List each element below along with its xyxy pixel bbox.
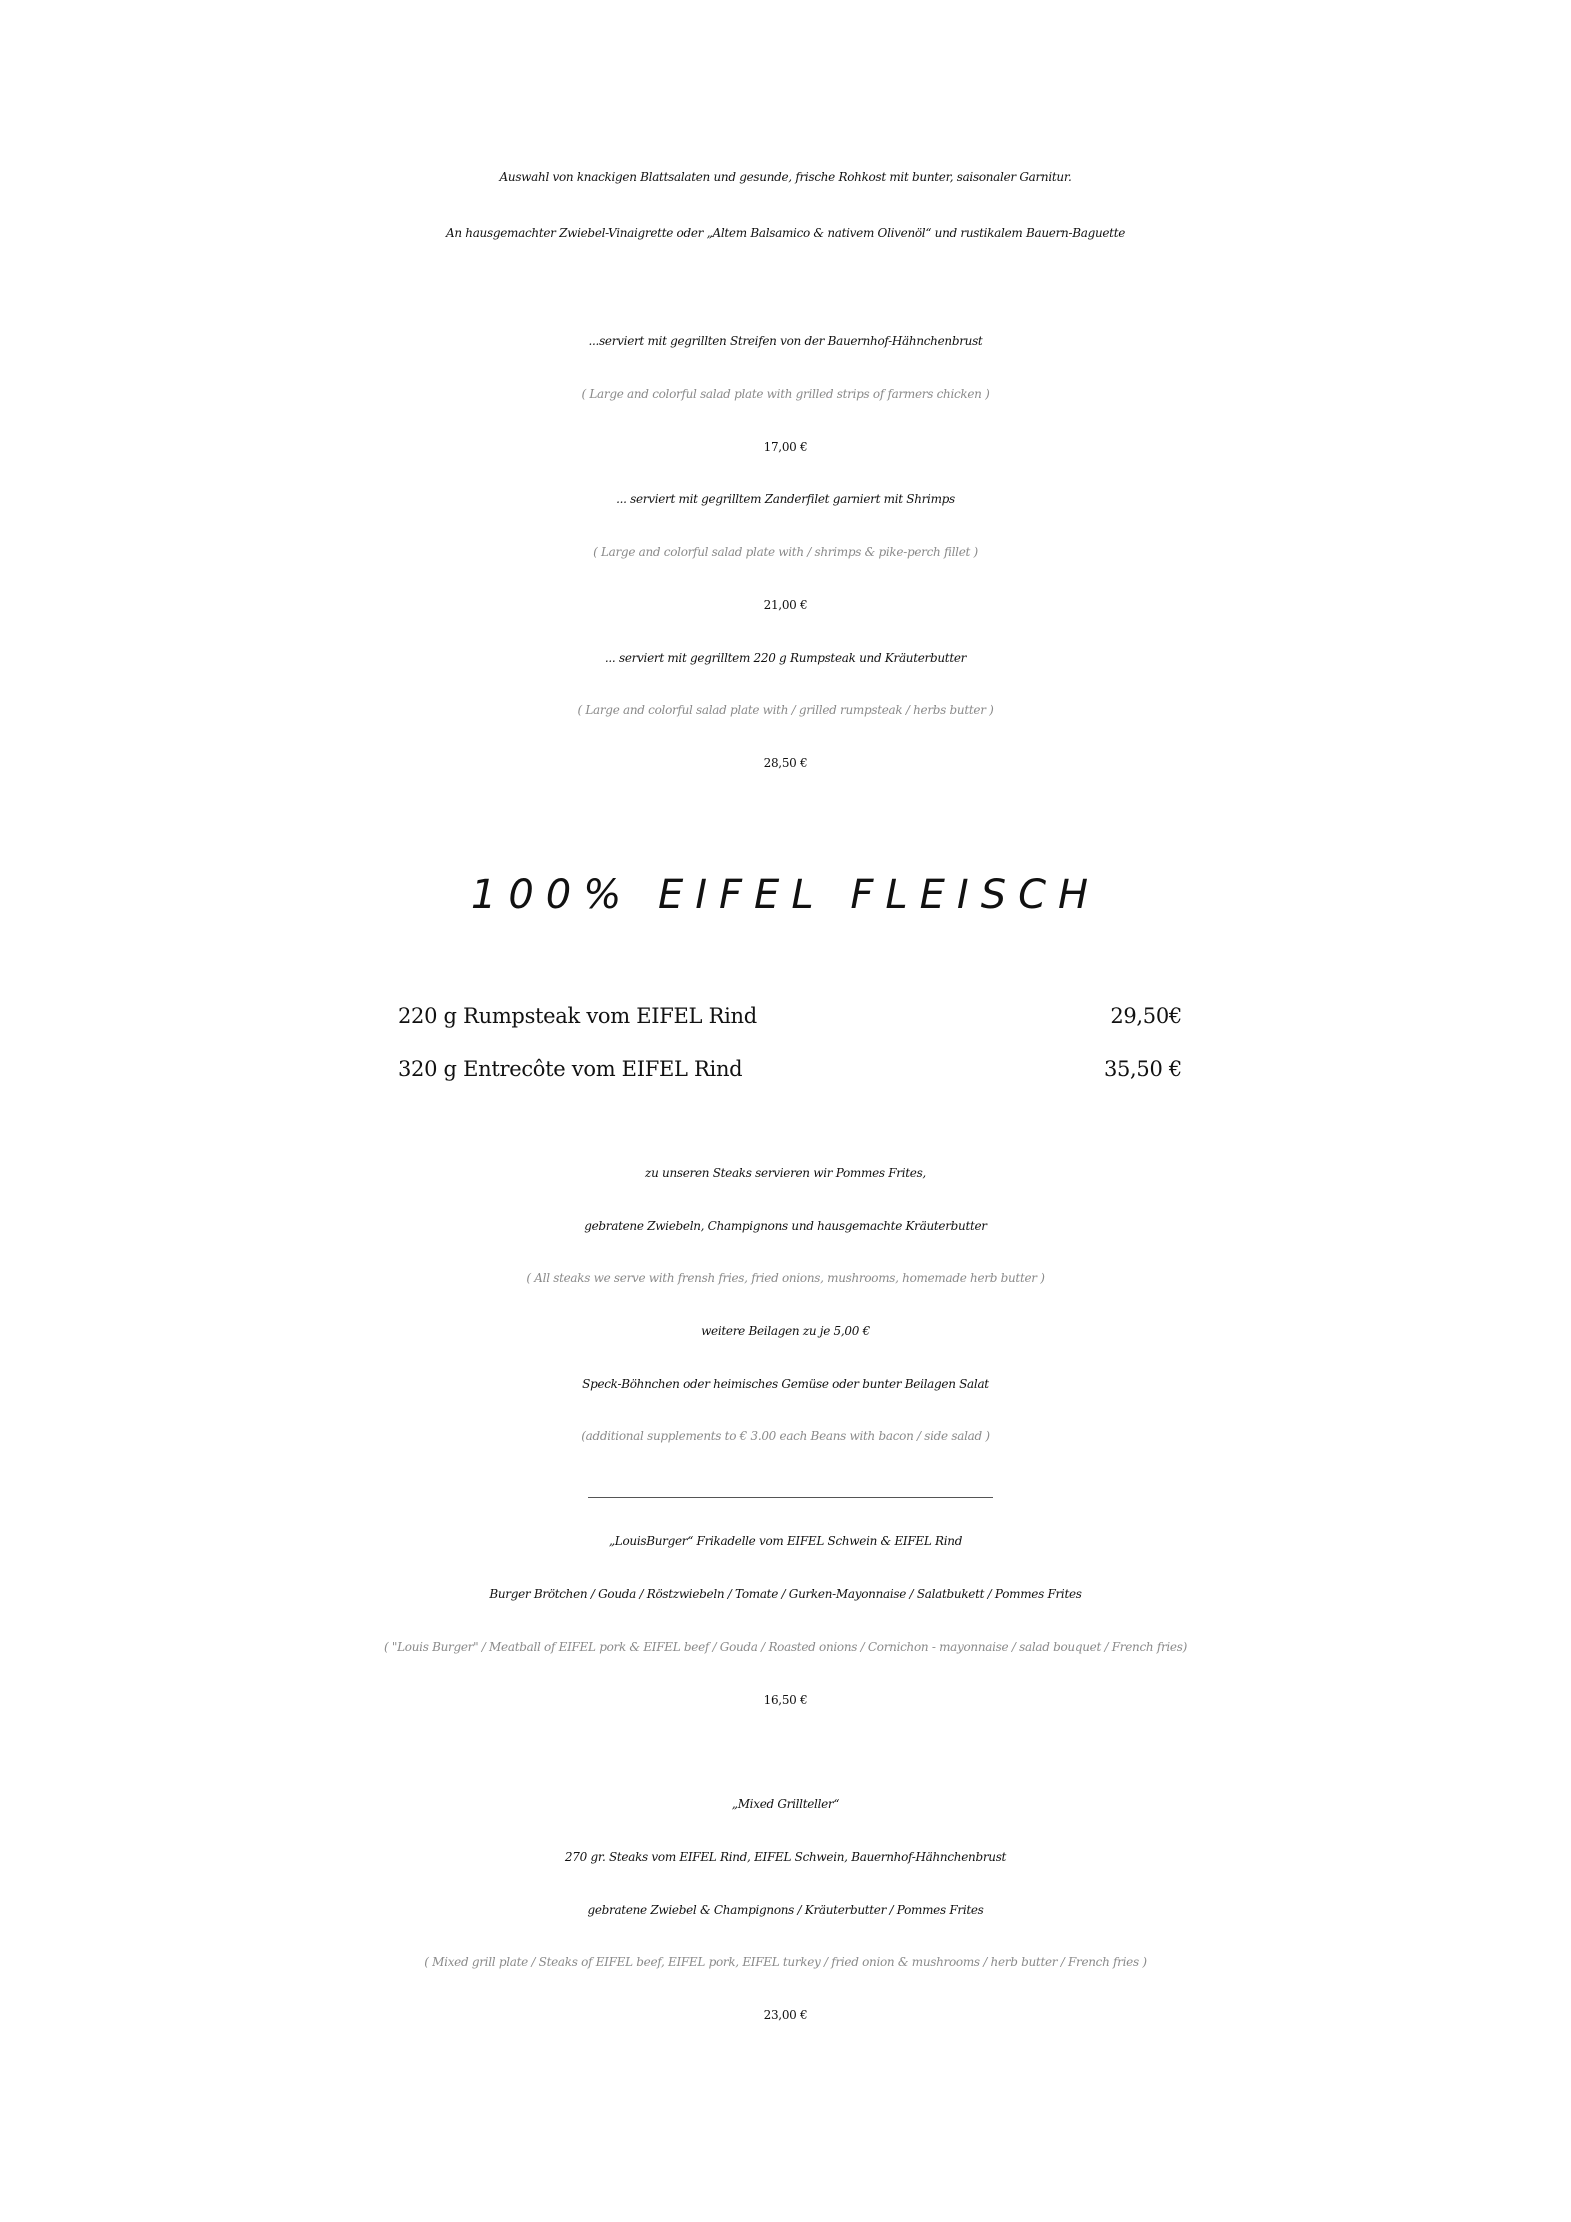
intro-line-1: Auswahl von knackigen Blattsalaten und gesunde, frische Rohkost mit bunter, saisonaler Garnitur. — [499, 170, 1072, 184]
divider — [588, 1497, 993, 1498]
steak-price: 29,50€ — [1110, 1004, 1182, 1028]
sides-line-1: zu unseren Steaks servieren wir Pommes Frites, — [645, 1166, 926, 1180]
sides-extra-price: weitere Beilagen zu je 5,00 € — [701, 1324, 870, 1338]
steak-name: 320 g Entrecôte vom EIFEL Rind — [398, 1057, 743, 1081]
grill-line-2: gebratene Zwiebel & Champignons / Kräuterbutter / Pommes Frites — [587, 1903, 984, 1917]
salad-chicken-english: ( Large and colorful salad plate with grilled strips of farmers chicken ) — [581, 387, 990, 401]
salad-zander-price: 21,00 € — [763, 598, 808, 612]
steak-name: 220 g Rumpsteak vom EIFEL Rind — [398, 1004, 757, 1028]
burger-english: ( "Louis Burger" / Meatball of EIFEL pork & EIFEL beef / Gouda / Roasted onions / Cornichon - mayonnaise / salad bouquet / French fries) — [384, 1640, 1187, 1654]
sides-english-1: ( All steaks we serve with frensh fries, fried onions, mushrooms, homemade herb butter ) — [526, 1271, 1045, 1285]
grill-english: ( Mixed grill plate / Steaks of EIFEL beef, EIFEL pork, EIFEL turkey / fried onion & mushrooms / herb butter / French fries ) — [424, 1955, 1147, 1969]
grill-title: „Mixed Grillteller“ — [731, 1797, 840, 1811]
salad-rumpsteak-title: ... serviert mit gegrilltem 220 g Rumpsteak und Kräuterbutter — [604, 651, 967, 665]
sides-line-2: gebratene Zwiebeln, Champignons und hausgemachte Kräuterbutter — [584, 1219, 987, 1233]
salad-chicken-title: ...serviert mit gegrillten Streifen von der Bauernhof-Hähnchenbrust — [588, 334, 983, 348]
salad-rumpsteak-price: 28,50 € — [763, 756, 808, 770]
burger-description: Burger Brötchen / Gouda / Röstzwiebeln / Tomate / Gurken-Mayonnaise / Salatbukett / Pommes Frites — [489, 1587, 1082, 1601]
section-title: 100% EIFEL FLEISCH — [470, 872, 1101, 918]
burger-price: 16,50 € — [763, 1693, 808, 1707]
sides-english-2: (additional supplements to € 3.00 each Beans with bacon / side salad ) — [581, 1429, 990, 1443]
intro-line-2: An hausgemachter Zwiebel-Vinaigrette oder „Altem Balsamico & nativem Olivenöl“ und rustikalem Bauern-Baguette — [445, 226, 1126, 240]
steak-row-rumpsteak — [398, 1004, 1182, 1034]
grill-line-1: 270 gr. Steaks vom EIFEL Rind, EIFEL Schwein, Bauernhof-Hähnchenbrust — [564, 1850, 1007, 1864]
steak-price: 35,50 € — [1103, 1057, 1182, 1081]
burger-title: „LouisBurger“ Frikadelle vom EIFEL Schwein & EIFEL Rind — [608, 1534, 963, 1548]
salad-zander-title: ... serviert mit gegrilltem Zanderfilet garniert mit Shrimps — [616, 492, 955, 506]
steak-row-entrecote — [398, 1057, 1182, 1087]
sides-extra-options: Speck-Böhnchen oder heimisches Gemüse oder bunter Beilagen Salat — [582, 1377, 989, 1391]
salad-zander-english: ( Large and colorful salad plate with / shrimps & pike-perch fillet ) — [593, 545, 978, 559]
salad-chicken-price: 17,00 € — [763, 440, 808, 454]
salad-rumpsteak-english: ( Large and colorful salad plate with / grilled rumpsteak / herbs butter ) — [577, 703, 994, 717]
grill-price: 23,00 € — [763, 2008, 808, 2022]
